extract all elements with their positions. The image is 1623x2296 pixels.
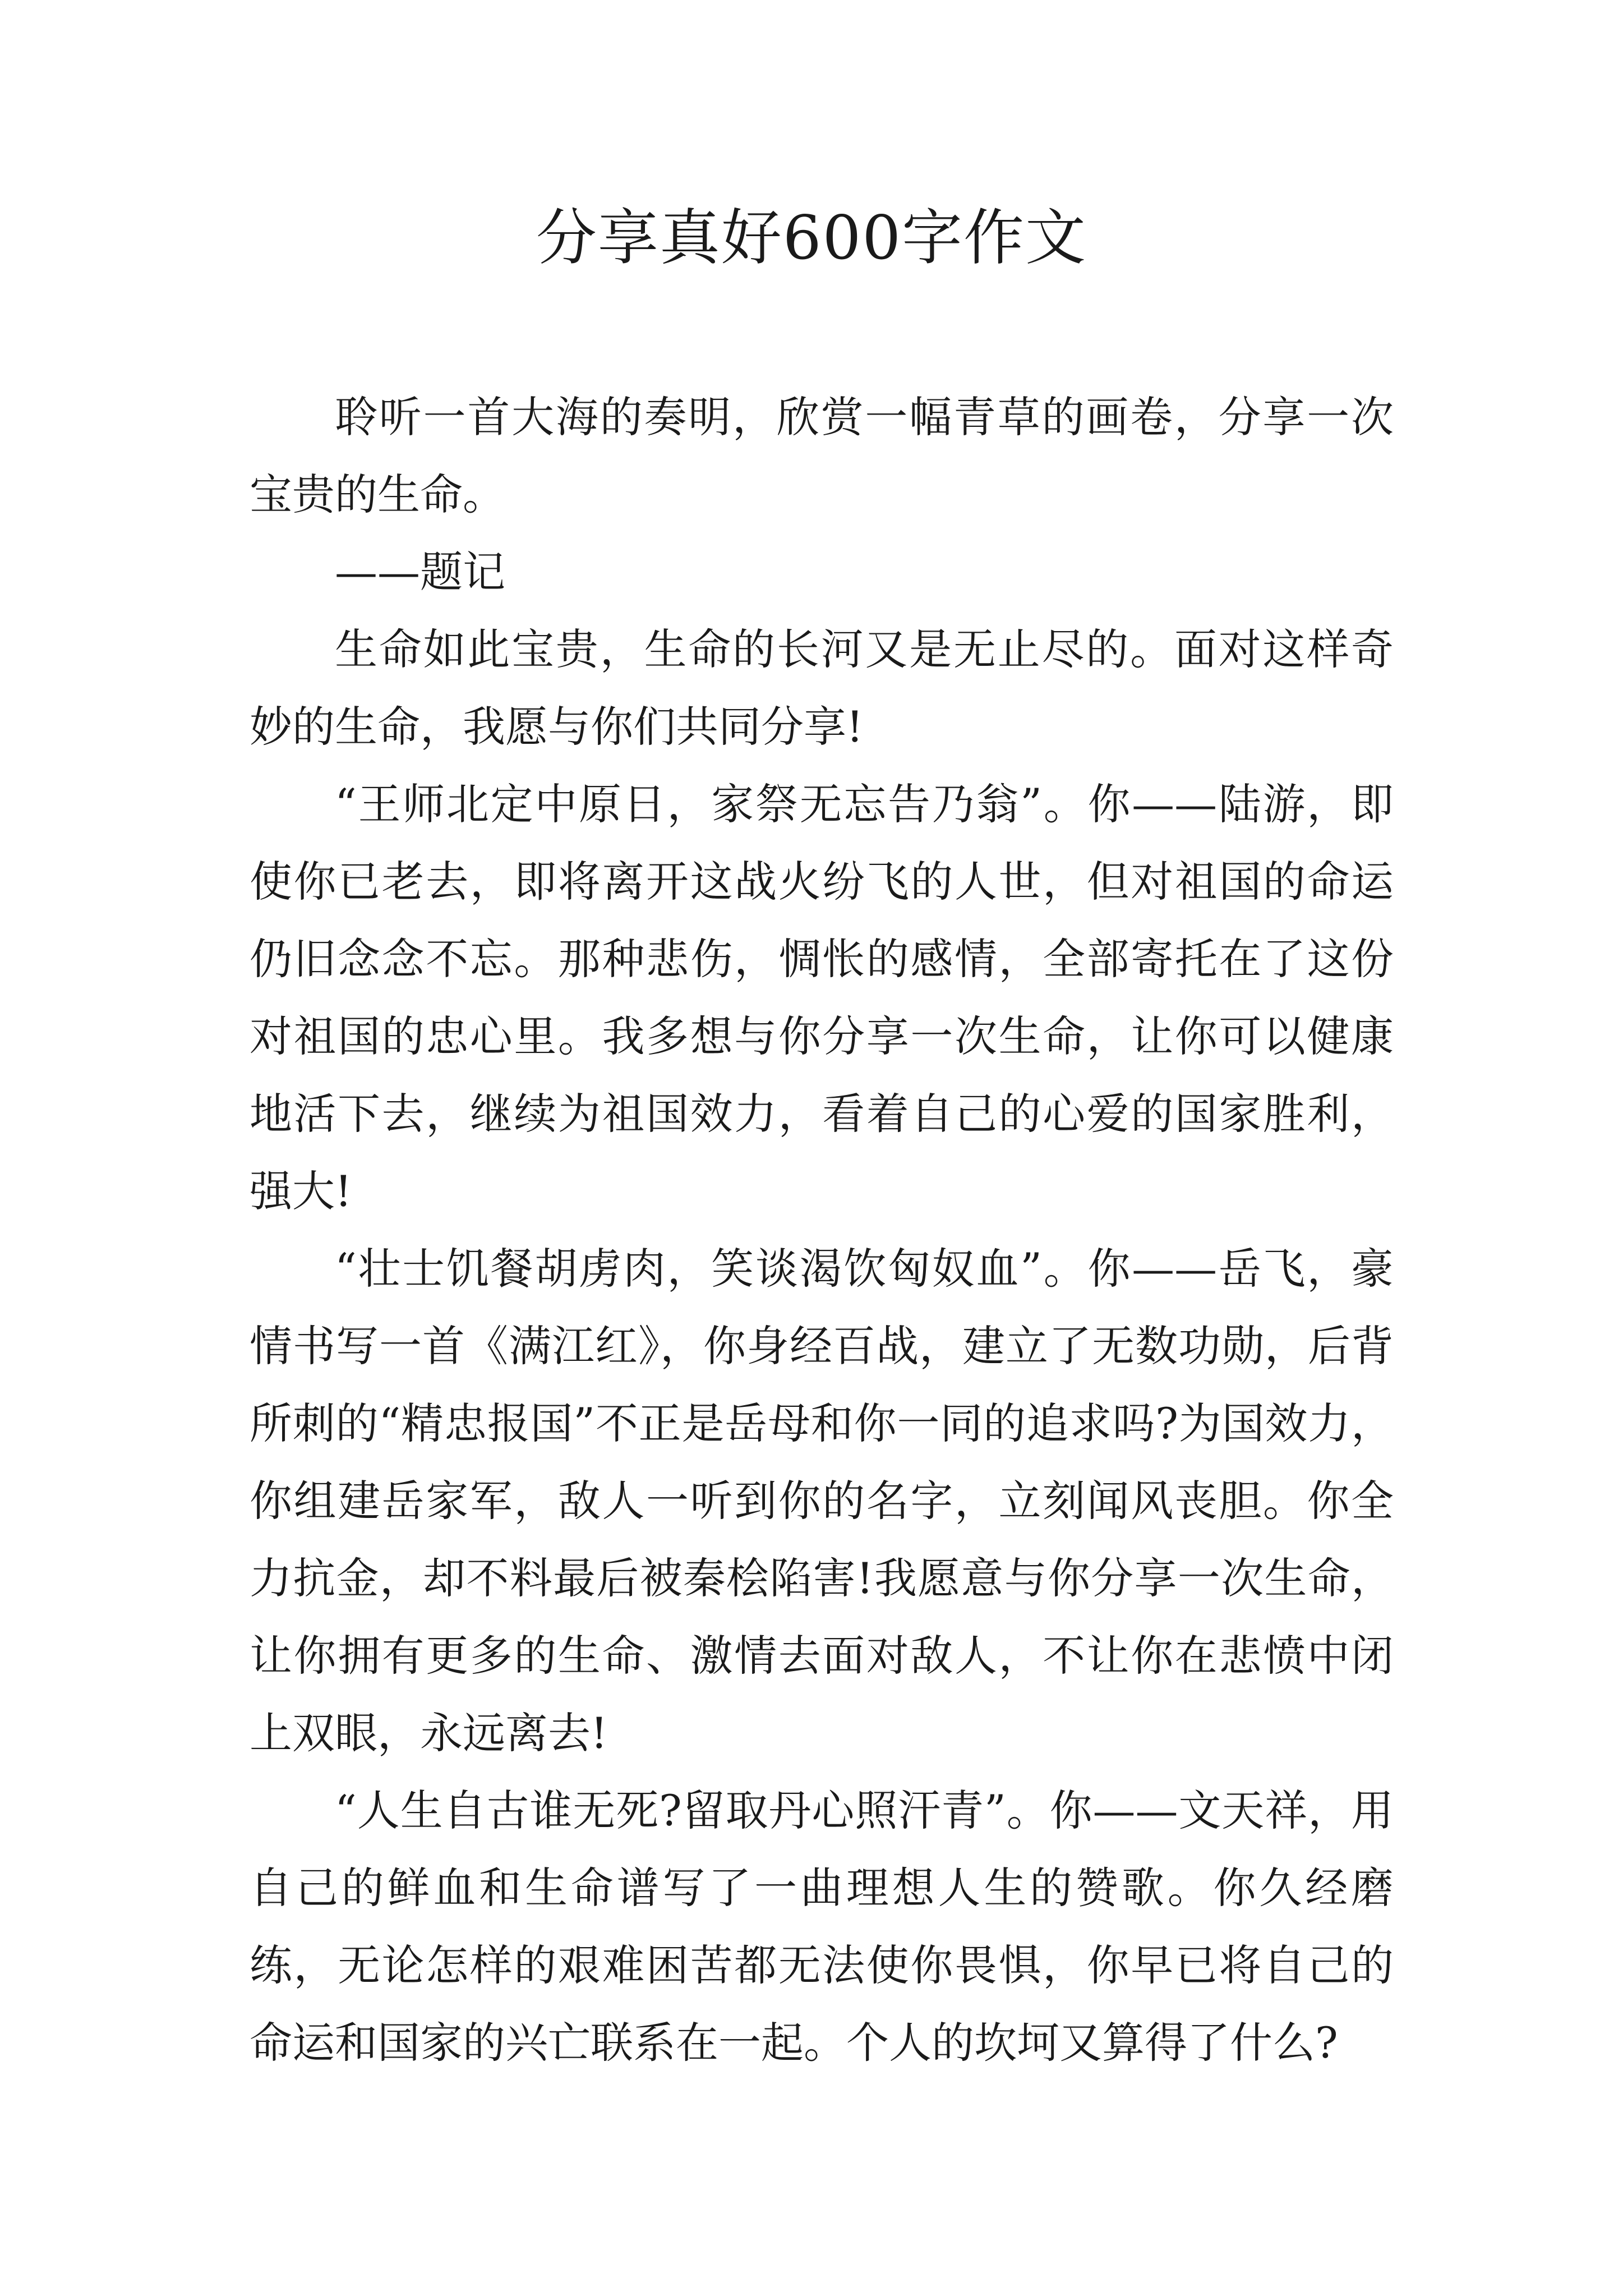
document-title: 分享真好600字作文 (536, 203, 1087, 273)
paragraph-wen-tianxiang: “人生自古谁无死?留取丹心照汗青”。你——文天祥，用自己的鲜血和生命谱写了一曲理想人生的赞歌。你久经磨练，无论怎样的艰难困苦都无法使你畏惧，你早已将自己的命运和国家的兴亡联系在一起。个人的坎坷又算得了什么? (250, 1786, 1394, 2068)
paragraph-yue-fei: “壮士饥餐胡虏肉，笑谈渴饮匈奴血”。你——岳飞，豪情书写一首《满江红》，你身经百战，建立了无数功勋，后背所刺的“精忠报国”不正是岳母和你一同的追求吗?为国效力，你组建岳家军，敌人一听到你的名字，立刻闻风丧胆。你全力抗金，却不料最后被秦桧陷害!我愿意与你分享一次生命，让你拥有更多的生命、激情去面对敌人，不让你在悲愤中闭上双眼，永远离去! (250, 1244, 1394, 1758)
paragraph-opening: 生命如此宝贵，生命的长河又是无止尽的。面对这样奇妙的生命，我愿与你们共同分享! (250, 624, 1394, 752)
paragraph-intro: 聆听一首大海的奏明，欣赏一幅青草的画卷，分享一次宝贵的生命。 (250, 392, 1394, 519)
paragraph-lu-you: “王师北定中原日，家祭无忘告乃翁”。你——陆游，即使你已老去，即将离开这战火纷飞的人世，但对祖国的命运仍旧念念不忘。那种悲伤，惆怅的感情，全部寄托在了这份对祖国的忠心里。我多想与你分享一次生命，让你可以健康地活下去，继续为祖国效力，看着自己的心爱的国家胜利，强大! (250, 779, 1394, 1216)
document-body (250, 379, 1394, 2082)
paragraph-epigraph-note: ——题记 (335, 547, 505, 597)
